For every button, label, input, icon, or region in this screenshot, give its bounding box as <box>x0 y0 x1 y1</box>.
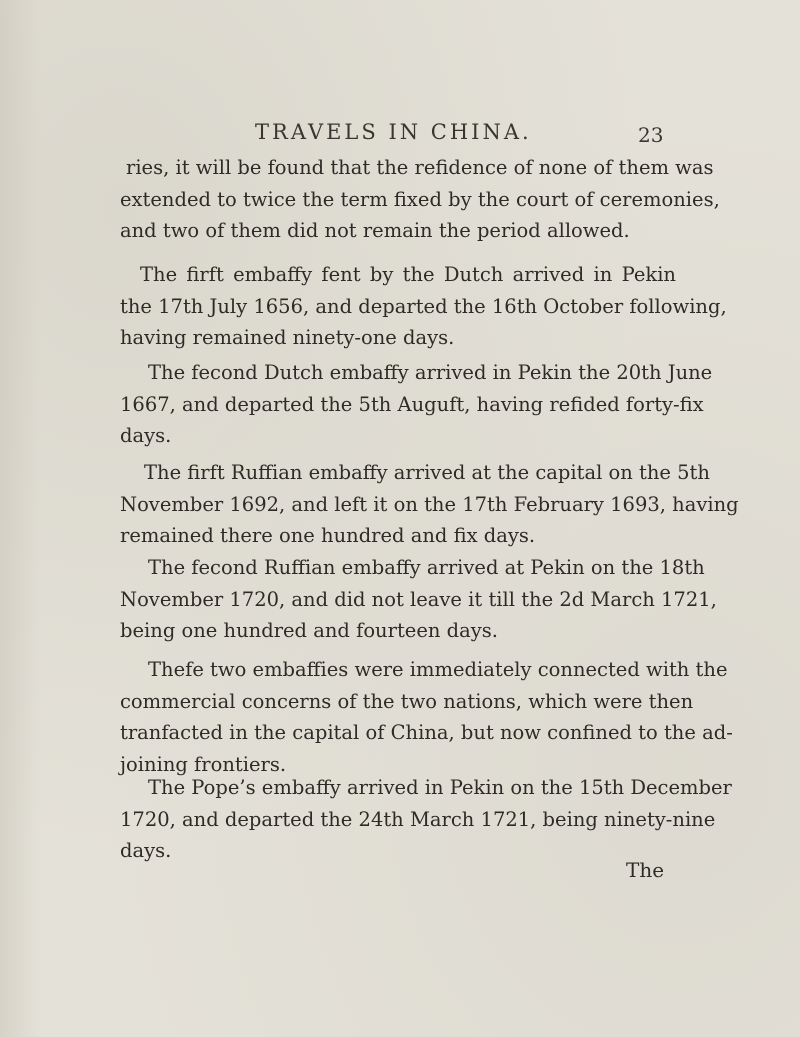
paragraph-1 <box>120 152 720 247</box>
page-number: 23 <box>638 123 664 147</box>
text-line: the 17th July 1656, and departed the 16th October following, <box>120 294 727 318</box>
text-line: The firft Ruffian embaffy arrived at the capital on the 5th <box>144 461 710 484</box>
text-line: 1667, and departed the 5th Auguft, having refided forty-fix <box>120 392 704 416</box>
paragraph-4 <box>120 457 739 552</box>
paragraph-3 <box>120 357 713 452</box>
text-line: The fecond Dutch embaffy arrived in Pekin the 20th June <box>148 361 713 384</box>
text-line: 1720, and departed the 24th March 1721, being ninety-nine <box>120 807 716 831</box>
text-line: extended to twice the term fixed by the court of ceremonies, <box>120 187 720 211</box>
paragraph-5 <box>120 552 717 647</box>
paragraph-6 <box>120 654 733 780</box>
text-line: Thefe two embaffies were immediately connected with the <box>148 658 728 681</box>
text-line: days. <box>120 424 172 447</box>
paragraph-2 <box>120 259 727 354</box>
text-line: ries, it will be found that the refidence of none of them was <box>126 156 714 179</box>
text-line: days. <box>120 839 172 862</box>
paragraph-7 <box>120 772 732 867</box>
text-line: November 1692, and left it on the 17th February 1693, having <box>120 492 739 516</box>
text-line: November 1720, and did not leave it till the 2d March 1721, <box>120 587 717 611</box>
text-line: remained there one hundred and fix days. <box>120 524 536 547</box>
text-line: being one hundred and fourteen days. <box>120 619 498 642</box>
text-line: The firft embaffy fent by the Dutch arrived in Pekin <box>140 263 676 286</box>
text-line: having remained ninety-one days. <box>120 326 455 349</box>
running-head: TRAVELS IN CHINA. <box>255 120 532 144</box>
text-line: commercial concerns of the two nations, which were then <box>120 689 694 713</box>
text-line: The Pope’s embaffy arrived in Pekin on the 15th December <box>148 776 732 799</box>
text-line: joining frontiers. <box>120 752 287 776</box>
catchword: The <box>626 858 665 882</box>
text-line: tranfacted in the capital of China, but now confined to the ad- <box>120 721 733 744</box>
text-line: The fecond Ruffian embaffy arrived at Pekin on the 18th <box>148 556 705 579</box>
text-line: and two of them did not remain the period allowed. <box>120 219 630 242</box>
